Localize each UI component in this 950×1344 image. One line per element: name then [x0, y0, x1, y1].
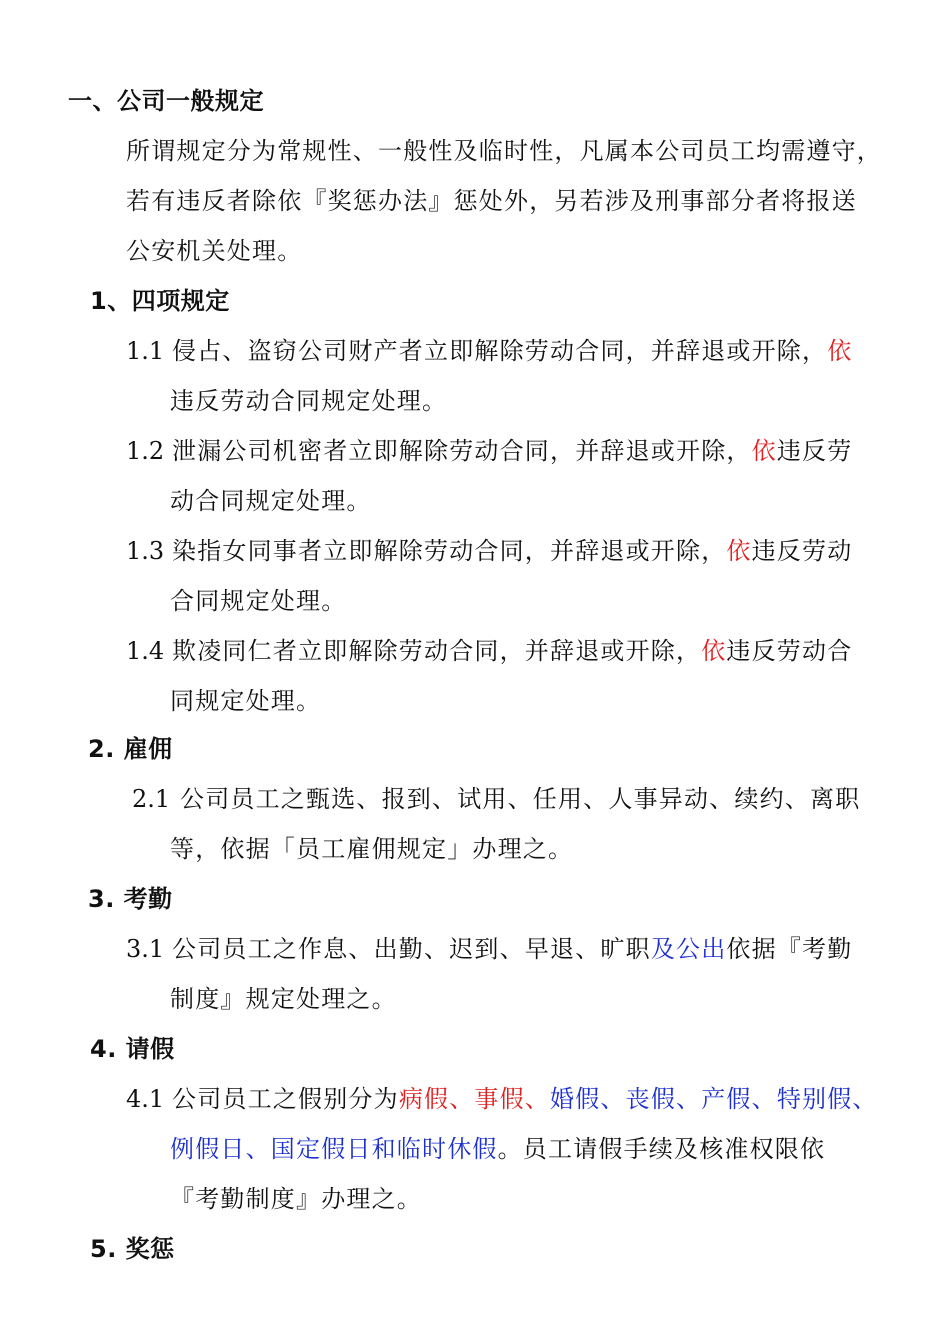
item-continuation: 同规定处理。 — [170, 687, 322, 715]
item-continuation: 动合同规定处理。 — [170, 487, 372, 515]
paragraph-line: 若有违反者除依『奖惩办法』惩处外，另若涉及刑事部分者将报送 — [126, 187, 857, 215]
subsection-heading-attendance: 3. 考勤 — [88, 885, 173, 913]
list-item — [132, 782, 860, 816]
item-continuation: 等，依据「员工雇佣规定」办理之。 — [170, 835, 574, 863]
list-item — [126, 932, 852, 966]
section-heading-general-rules: 一、公司一般规定 — [68, 87, 264, 115]
item-continuation: 违反劳动合同规定处理。 — [170, 387, 448, 415]
item-continuation: 制度』规定处理之。 — [170, 985, 397, 1013]
item-text-after: 违反劳 — [776, 437, 853, 465]
subsection-heading-four-rules: 1、四项规定 — [90, 287, 230, 315]
paragraph-line: 公安机关处理。 — [126, 237, 303, 265]
highlight-text: 依 — [827, 337, 853, 365]
item-number: 1.3 — [126, 537, 165, 565]
item-number: 1.4 — [126, 637, 165, 665]
item-text-after: 违反劳动合 — [726, 637, 853, 665]
list-item — [126, 334, 852, 368]
subsection-heading-employment: 2. 雇佣 — [88, 735, 173, 763]
subsection-heading-rewards-penalties: 5. 奖惩 — [90, 1235, 175, 1263]
item-continuation — [170, 1132, 825, 1166]
item-number: 1.1 — [126, 337, 165, 365]
list-item — [126, 434, 852, 468]
subsection-heading-leave: 4. 请假 — [90, 1035, 175, 1063]
item-number: 2.1 — [132, 785, 171, 813]
item-text: 欺凌同仁者立即解除劳动合同，并辞退或开除， — [172, 637, 702, 665]
item-number: 3.1 — [126, 935, 165, 963]
highlight-text-red: 病假、事假、 — [398, 1085, 551, 1113]
paragraph-line: 所谓规定分为常规性、一般性及临时性，凡属本公司员工均需遵守， — [126, 137, 882, 165]
list-item — [126, 1082, 878, 1116]
item-text: 公司员工之作息、出勤、迟到、早退、旷职 — [172, 935, 651, 963]
list-item — [126, 534, 852, 568]
list-item — [126, 634, 852, 668]
item-text: 染指女同事者立即解除劳动合同，并辞退或开除， — [172, 537, 727, 565]
item-text-after: 。员工请假手续及核准权限依 — [497, 1135, 826, 1163]
highlight-text: 及公出 — [650, 935, 727, 963]
highlight-text-blue: 例假日、国定假日和临时休假 — [170, 1135, 498, 1163]
item-text: 公司员工之甄选、报到、试用、任用、人事异动、续约、离职 — [180, 785, 861, 813]
item-text: 侵占、盗窃公司财产者立即解除劳动合同，并辞退或开除， — [172, 337, 828, 365]
highlight-text: 依 — [751, 437, 777, 465]
item-continuation: 『考勤制度』办理之。 — [170, 1185, 422, 1213]
highlight-text: 依 — [701, 637, 727, 665]
highlight-text-blue: 婚假、丧假、产假、特别假、 — [550, 1085, 878, 1113]
item-text: 公司员工之假别分为 — [172, 1085, 399, 1113]
item-text: 泄漏公司机密者立即解除劳动合同，并辞退或开除， — [172, 437, 752, 465]
highlight-text: 依 — [726, 537, 752, 565]
item-number: 4.1 — [126, 1085, 165, 1113]
item-text-after: 依据『考勤 — [726, 935, 853, 963]
item-number: 1.2 — [126, 437, 165, 465]
item-text-after: 违反劳动 — [751, 537, 853, 565]
item-continuation: 合同规定处理。 — [170, 587, 347, 615]
